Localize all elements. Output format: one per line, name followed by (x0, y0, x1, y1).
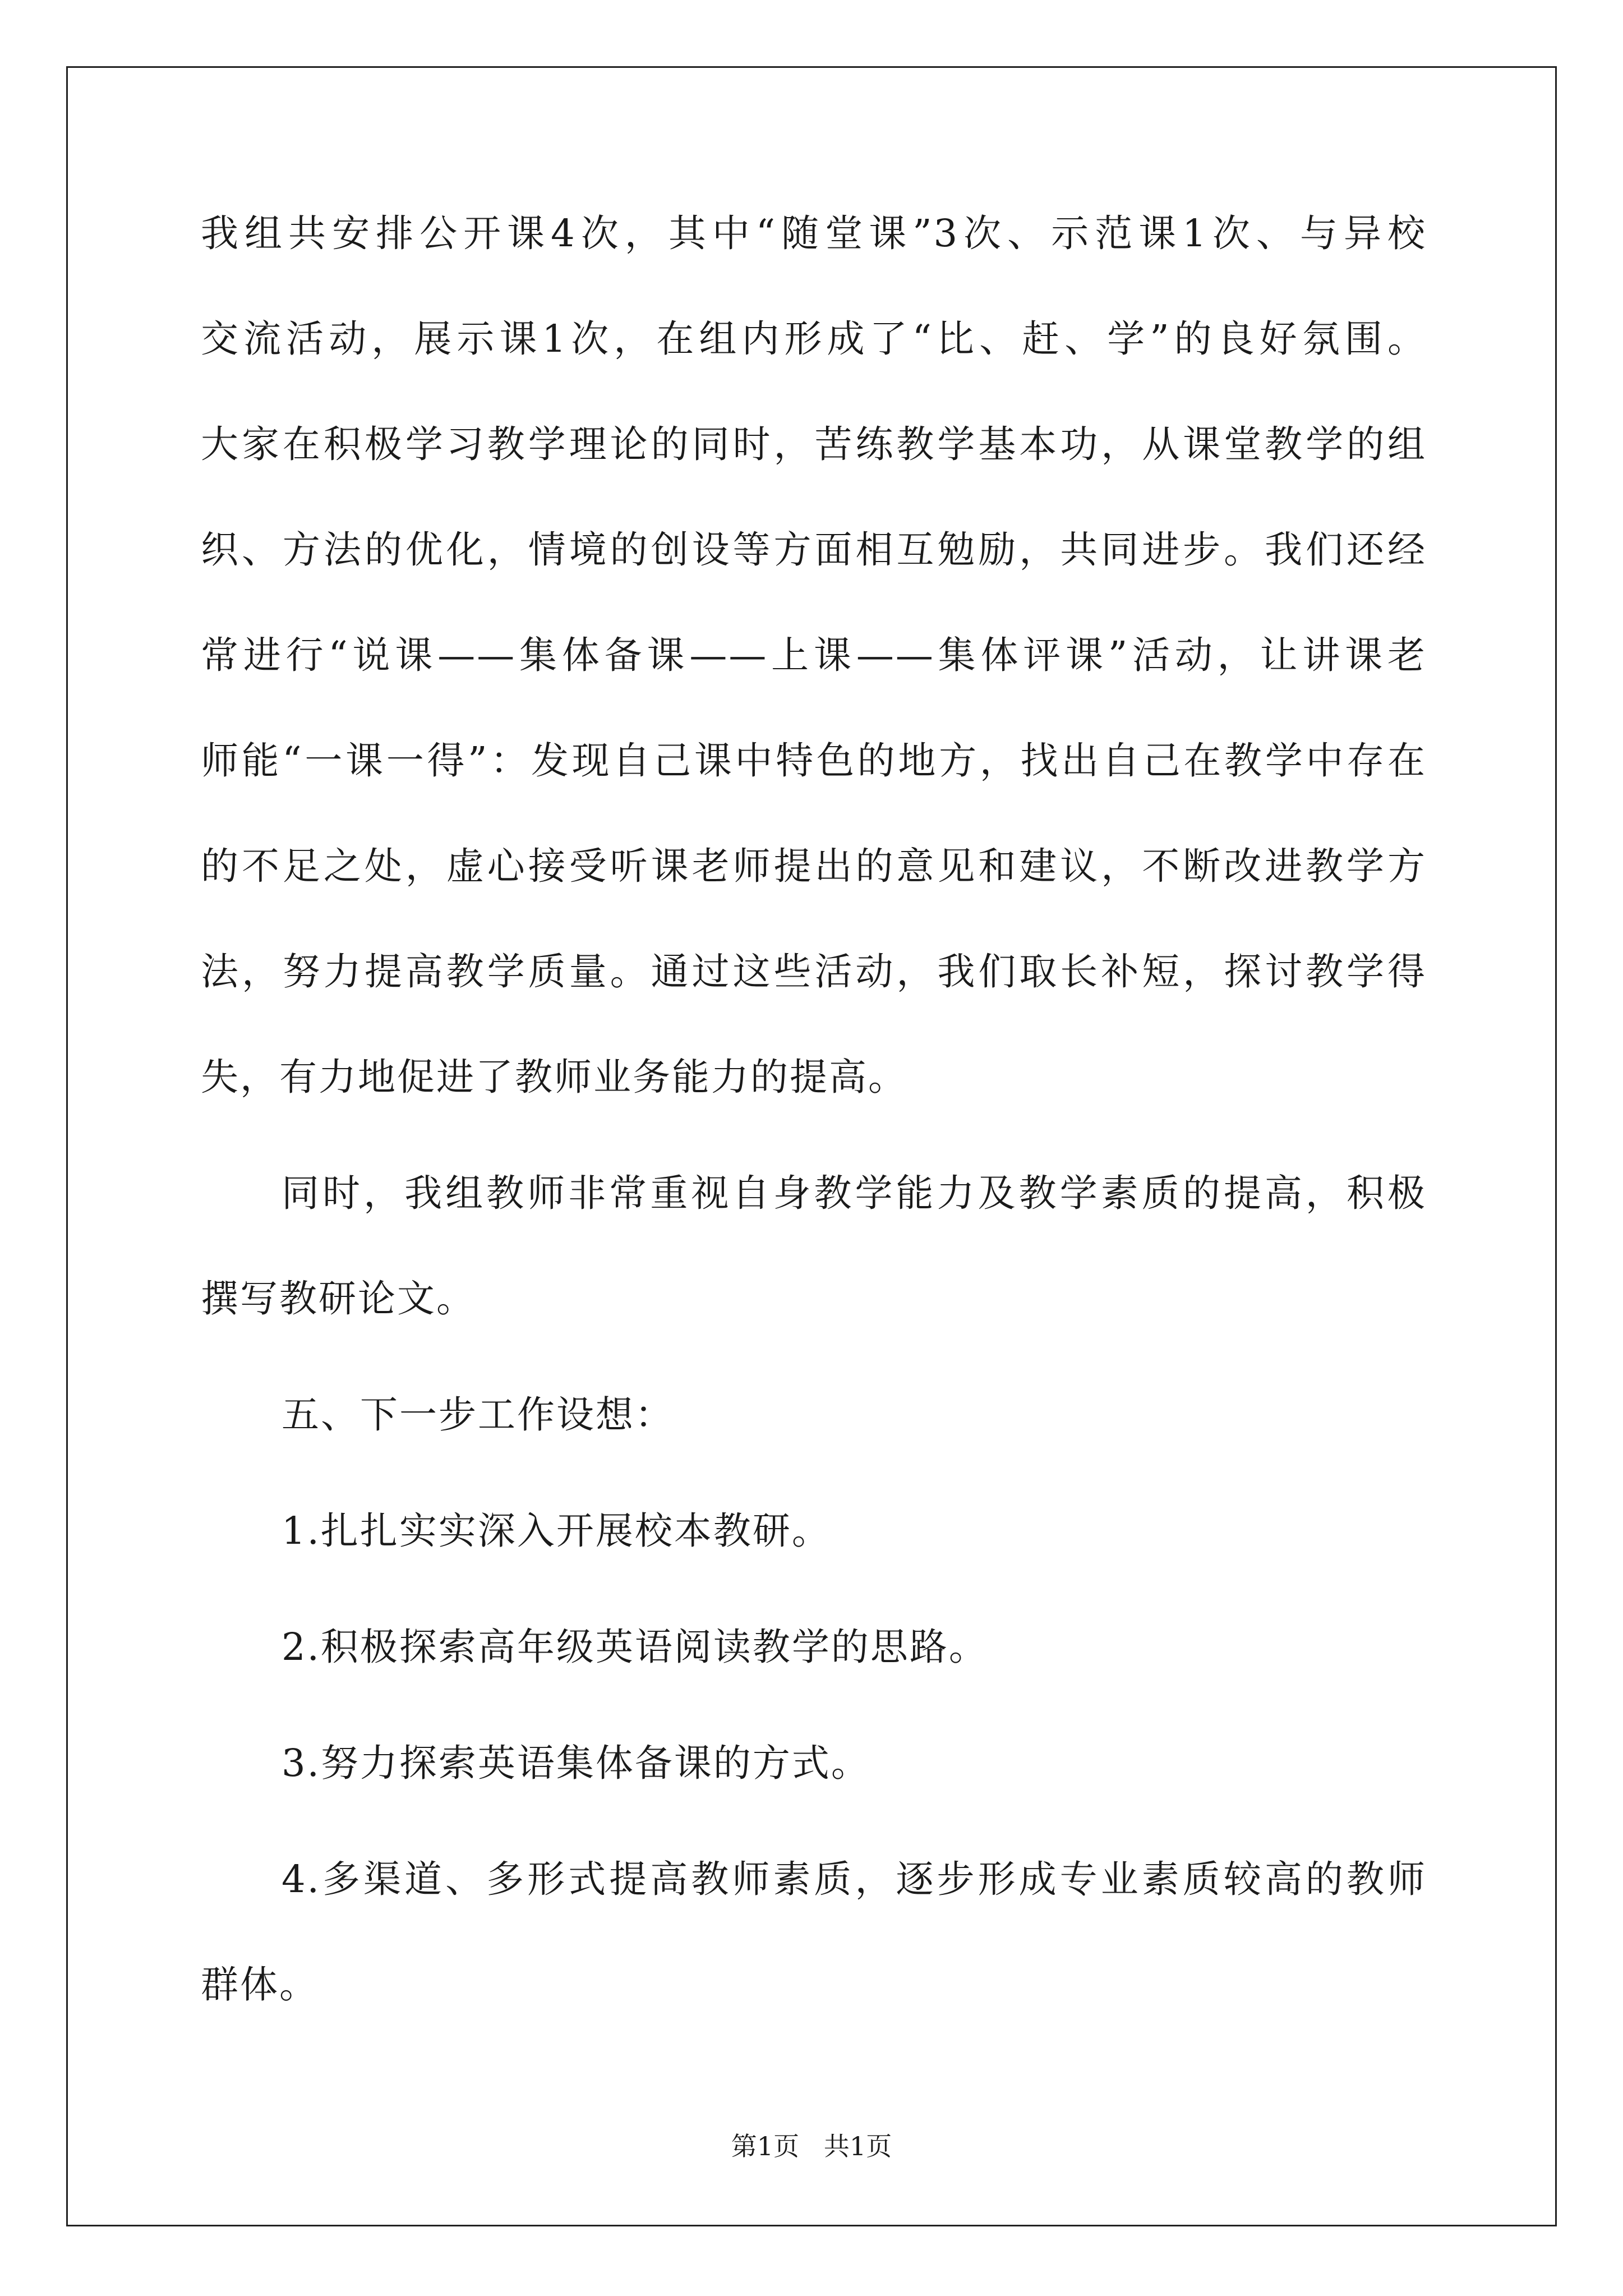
body-text-line: 常进行“说课——集体备课——上课——集体评课”活动，让讲课老 (201, 633, 1427, 677)
document-body (201, 213, 1427, 2070)
body-text-line: 织、方法的优化，情境的创设等方面相互勉励，共同进步。我们还经 (201, 528, 1427, 572)
list-item-continuation: 群体。 (201, 1963, 319, 2007)
list-item: 2.积极探索高年级英语阅读教学的思路。 (282, 1625, 988, 1669)
body-text-line: 我组共安排公开课4次，其中“随堂课”3次、示范课1次、与异校 (201, 211, 1427, 255)
paragraph-first-line: 同时，我组教师非常重视自身教学能力及教学素质的提高，积极 (282, 1171, 1427, 1215)
body-text-line: 师能“一课一得”：发现自己课中特色的地方，找出自己在教学中存在 (201, 739, 1427, 783)
body-text-line: 大家在积极学习教学理论的同时，苦练教学基本功，从课堂教学的组 (201, 422, 1427, 466)
body-text-line: 法，努力提高教学质量。通过这些活动，我们取长补短，探讨教学得 (201, 950, 1427, 993)
body-text-line: 的不足之处，虚心接受听课老师提出的意见和建议，不断改进教学方 (201, 844, 1427, 888)
list-item: 1.扎扎实实深入开展校本教研。 (282, 1509, 831, 1553)
body-text-line: 交流活动，展示课1次，在组内形成了“比、赶、学”的良好氛围。 (201, 317, 1427, 361)
list-item: 4.多渠道、多形式提高教师素质，逐步形成专业素质较高的教师 (282, 1857, 1427, 1901)
body-text-line: 失，有力地促进了教师业务能力的提高。 (201, 1055, 907, 1099)
list-item: 3.努力探索英语集体备课的方式。 (282, 1741, 870, 1785)
page-number-footer: 第1页 共1页 (731, 2131, 892, 2161)
section-heading: 五、下一步工作设想： (282, 1393, 674, 1437)
body-text-line: 撰写教研论文。 (201, 1277, 476, 1320)
